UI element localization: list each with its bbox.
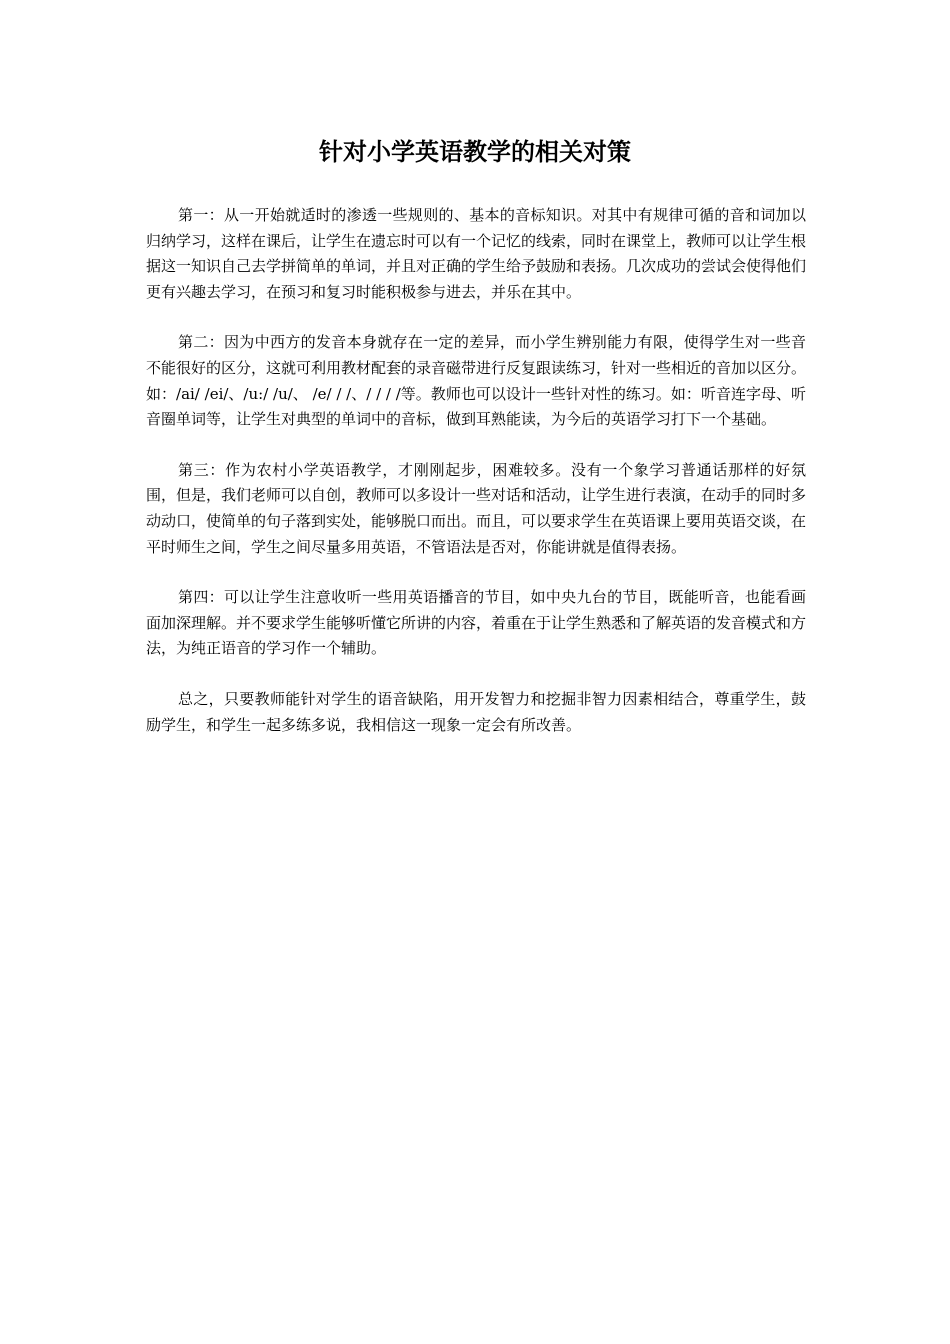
paragraph-3: 第三：作为农村小学英语教学，才刚刚起步，困难较多。没有一个象学习普通话那样的好氛围，但是，我们老师可以自创，教师可以多设计一些对话和活动，让学生进行表演，在动手的同时多动动口，使简单的句子落到实处，能够脱口而出。而且，可以要求学生在英语课上要用英语交谈，在平时师生之间，学生之间尽量多用英语，不管语法是否对，你能讲就是值得表扬。 [146, 460, 807, 556]
paragraph-2: 第二：因为中西方的发音本身就存在一定的差异，而小学生辨别能力有限，使得学生对一些音不能很好的区分，这就可利用教材配套的录音磁带进行反复跟读练习，针对一些相近的音加以区分。如：/ai/ /ei/、/u:/ /u/、 /e/ / /、/ / / /等。教师也可以设计一些针对性的练习。如：听音连字母、听音圈单词等，让学生对典型的单词中的音标，做到耳熟能读，为今后的英语学习打下一个基础。 [146, 333, 807, 429]
paragraph-5: 总之，只要教师能针对学生的语音缺陷，用开发智力和挖掘非智力因素相结合，尊重学生，鼓励学生，和学生一起多练多说，我相信这一现象一定会有所改善。 [146, 689, 806, 734]
document-body [146, 203, 806, 763]
paragraph-4: 第四：可以让学生注意收听一些用英语播音的节目，如中央九台的节目，既能听音，也能看画面加深理解。并不要求学生能够听懂它所讲的内容，着重在于让学生熟悉和了解英语的发音模式和方法，为纯正语音的学习作一个辅助。 [146, 588, 807, 658]
paragraph-1: 第一：从一开始就适时的渗透一些规则的、基本的音标知识。对其中有规律可循的音和词加以归纳学习，这样在课后，让学生在遗忘时可以有一个记忆的线索，同时在课堂上，教师可以让学生根据这一知识自己去学拼简单的单词，并且对正确的学生给予鼓励和表扬。几次成功的尝试会使得他们更有兴趣去学习，在预习和复习时能积极参与进去，并乐在其中。 [146, 206, 807, 301]
document-title: 针对小学英语教学的相关对策 [319, 137, 631, 166]
